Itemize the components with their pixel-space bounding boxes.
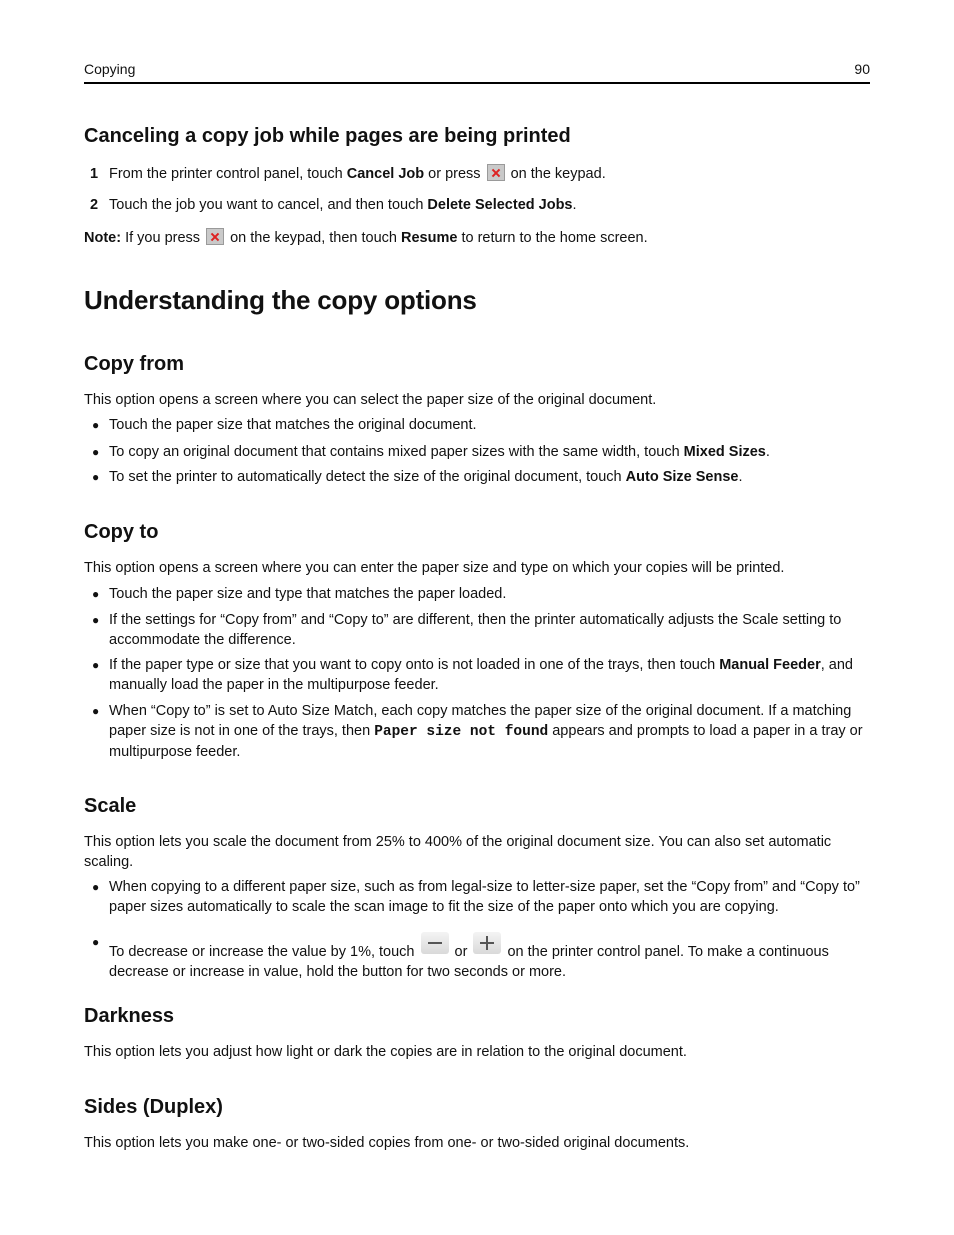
manual-feeder-label: Manual Feeder	[719, 657, 821, 673]
auto-size-sense-label: Auto Size Sense	[625, 469, 739, 485]
cancel-heading: Canceling a copy job while pages are being printed	[84, 125, 571, 147]
sides-heading: Sides (Duplex)	[84, 1096, 223, 1118]
bullet-icon: ●	[92, 587, 100, 601]
sides-intro: This option lets you make one- or two-sided copies from one- or two-sided original documents.	[84, 1135, 690, 1151]
darkness-heading: Darkness	[84, 1005, 175, 1027]
step-number: 1	[90, 166, 99, 182]
delete-selected-jobs-label: Delete Selected Jobs	[427, 197, 573, 213]
mixed-sizes-label: Mixed Sizes	[683, 444, 766, 460]
header-section: Copying	[84, 61, 136, 77]
bullet-icon: ●	[92, 880, 100, 894]
plus-icon	[473, 932, 501, 954]
scale-heading: Scale	[84, 795, 137, 817]
bullet-icon: ●	[92, 613, 100, 627]
running-header	[84, 60, 870, 84]
stop-icon	[487, 164, 505, 181]
step-number: 2	[90, 197, 99, 213]
bullet-icon: ●	[92, 418, 100, 432]
paper-size-not-found-message: Paper size not found	[374, 724, 549, 740]
bullet-icon: ●	[92, 935, 100, 949]
bullet-icon: ●	[92, 445, 100, 459]
page-number: 90	[854, 61, 870, 77]
note-label: Note:	[84, 230, 122, 246]
bullet-icon: ●	[92, 658, 100, 672]
bullet-icon: ●	[92, 704, 100, 718]
copy-from-intro: This option opens a screen where you can select the paper size of the original document.	[84, 392, 657, 408]
bullet-icon: ●	[92, 470, 100, 484]
minus-icon	[421, 932, 449, 954]
cancel-job-label: Cancel Job	[346, 166, 425, 182]
copy-to-heading: Copy to	[84, 521, 159, 543]
resume-label: Resume	[401, 230, 458, 246]
stop-icon	[206, 228, 224, 245]
page-title: Understanding the copy options	[84, 285, 477, 315]
copy-from-heading: Copy from	[84, 353, 184, 375]
copy-to-intro: This option opens a screen where you can enter the paper size and type on which your copies will be printed.	[84, 560, 785, 576]
darkness-intro: This option lets you adjust how light or dark the copies are in relation to the original document.	[84, 1044, 687, 1060]
scale-intro: This option lets you scale the document from 25% to 400% of the original document size. You can also set automatic scaling.	[84, 834, 832, 870]
cancel-note: Note: If you press on the keypad, then touch Resume to return to the home screen.	[84, 230, 648, 246]
